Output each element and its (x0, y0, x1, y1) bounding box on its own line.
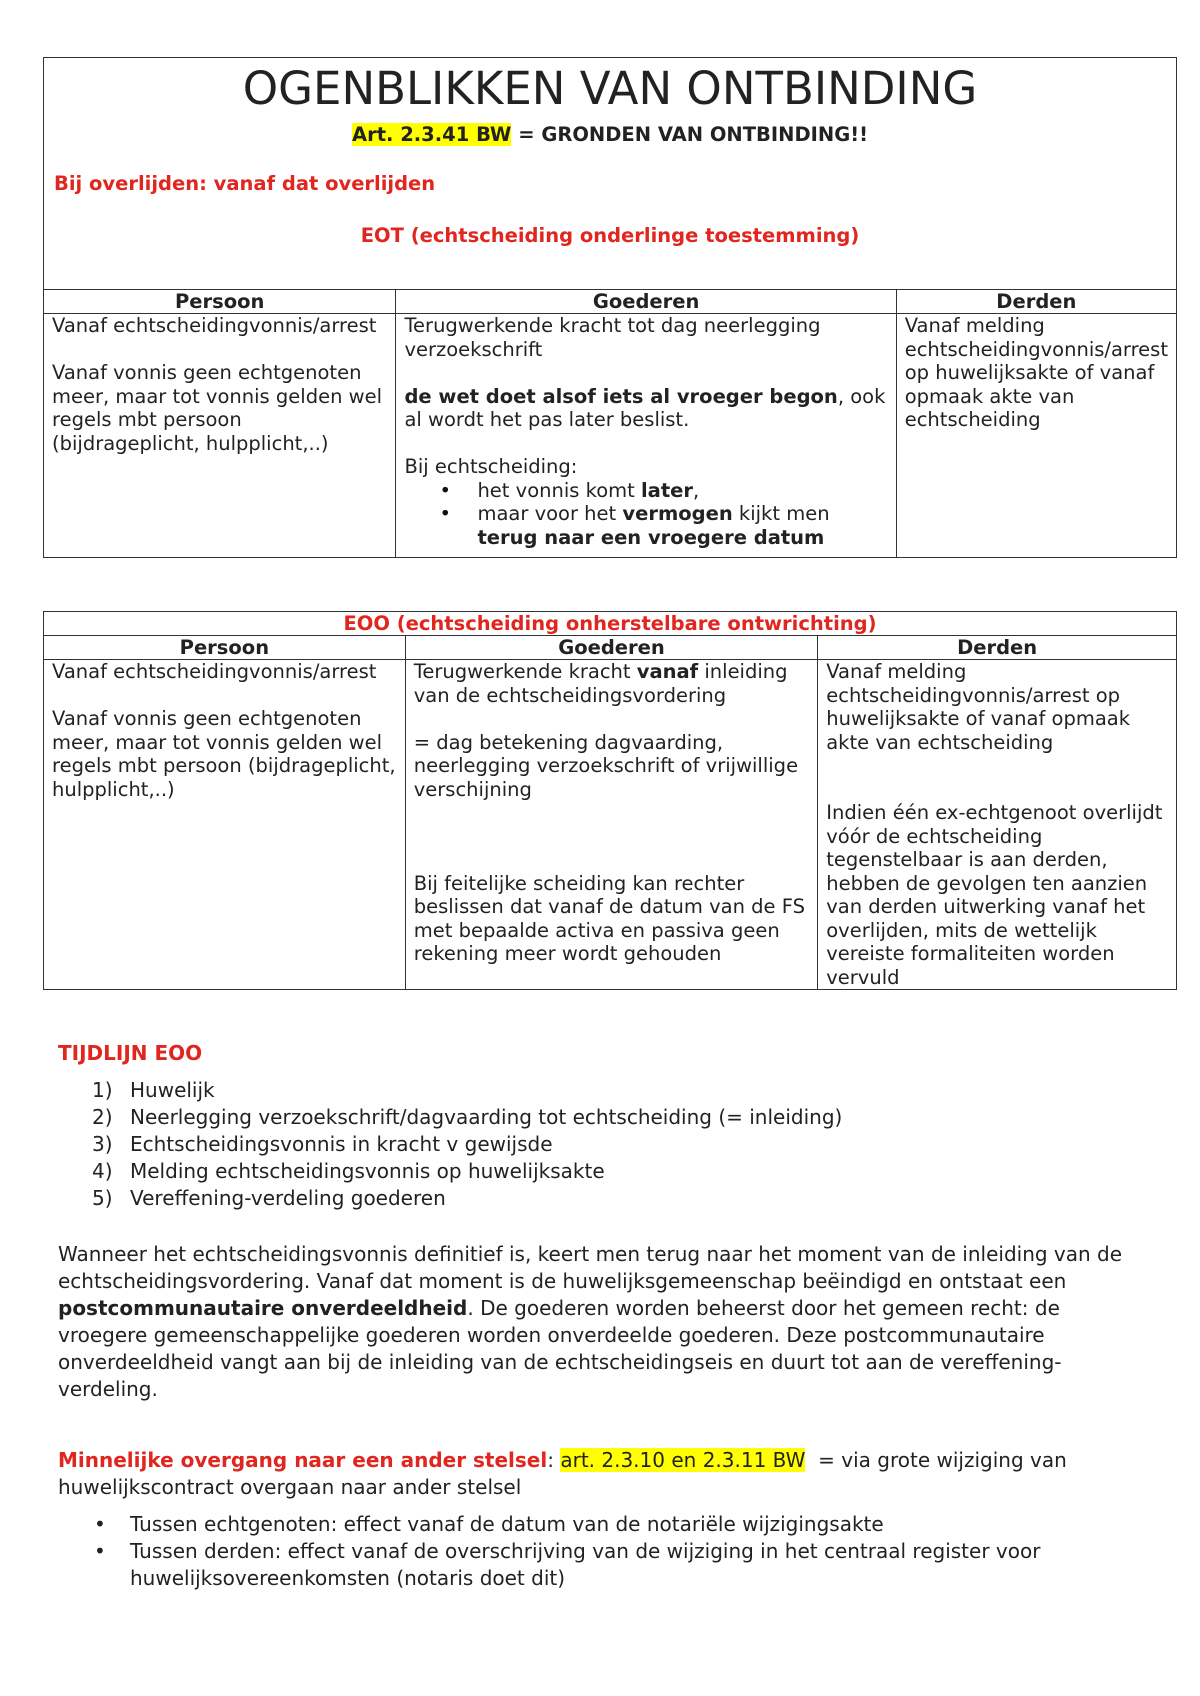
eot-table (43, 57, 1177, 558)
eoo-derden-p1: Vanaf melding echtscheidingvonnis/arrest op huwelijksakte of vanaf opmaak akte van echtscheiding (826, 660, 1131, 754)
eot-goederen-p1: Terugwerkende kracht tot dag neerlegging verzoekschrift (404, 314, 821, 361)
page-title: OGENBLIKKEN VAN ONTBINDING (242, 62, 978, 115)
col-header-goederen: Goederen (396, 290, 896, 314)
eoo-table (43, 611, 1177, 990)
list-item: • het vonnis komt later, (477, 479, 887, 503)
col-header-persoon: Persoon (44, 636, 406, 660)
eot-heading: EOT (echtscheiding onderlinge toestemming) (360, 224, 860, 247)
list-item: • Tussen derden: effect vanaf de overschrijving van de wijziging in het centraal register voor huwelijksovereenkomsten (notaris doet dit) (130, 1538, 1138, 1592)
article-desc: = GRONDEN VAN ONTBINDING!! (511, 123, 869, 146)
eoo-derden-cell (818, 660, 1177, 990)
eoo-persoon-p1: Vanaf echtscheidingvonnis/arrest (52, 660, 377, 683)
eot-derden-p1: Vanaf melding echtscheidingvonnis/arrest op huwelijksakte of vanaf opmaak akte van echtscheiding (904, 314, 1168, 431)
explanation-paragraph: Wanneer het echtscheidingsvonnis definitief is, keert men terug naar het moment van de inleiding van de echtscheidingsvordering. Vanaf dat moment is de huwelijksgemeenschap beëindigd en ontstaat een postcommunautaire onverdeeldheid. De goederen worden beheerst door het gemeen recht: de vroegere gemeenschappelijke goederen worden onverdeelde goederen. Deze postcommunautaire onverdeeldheid vangt aan bij de inleiding van de echtscheidingseis en duurt tot aan de vereffening-verdeling. (58, 1242, 1123, 1401)
article-line (54, 121, 1166, 148)
eoo-goederen-p2: = dag betekening dagvaarding, neerlegging verzoekschrift of vrijwillige verschijning (413, 730, 799, 801)
eoo-derden-p2: Indien één ex-echtgenoot overlijdt vóór de echtscheiding tegenstelbaar is aan derden, hebben de gevolgen ten aanzien van derden uitwerking vanaf het overlijden, mits de wettelijk vereiste formaliteiten worden vervuld (826, 801, 1163, 989)
minnelijk-bullets (58, 1511, 1138, 1592)
eoo-goederen-p1: Terugwerkende kracht vanaf inleiding van de echtscheidingsvordering (413, 660, 788, 707)
col-header-derden: Derden (818, 636, 1177, 660)
eot-persoon-p2: Vanaf vonnis geen echtgenoten meer, maar tot vonnis gelden wel regels mbt persoon (bijdrageplicht, hulpplicht,..) (52, 361, 382, 455)
title-cell (44, 58, 1177, 290)
eot-goederen-p2-bold: de wet doet alsof iets al vroeger begon (404, 384, 838, 408)
eot-goederen-p2 (404, 385, 887, 432)
eot-goederen-p3: Bij echtscheiding: (404, 455, 578, 478)
list-item: • maar voor het vermogen kijkt men terug naar een vroegere datum (477, 502, 887, 549)
list-item: • Tussen echtgenoten: effect vanaf de datum van de notariële wijzigingsakte (130, 1511, 1138, 1538)
eoo-goederen-cell (405, 660, 818, 990)
minnelijk-heading: Minnelijke overgang naar een ander stelsel (58, 1448, 548, 1472)
eoo-goederen-p3: Bij feitelijke scheiding kan rechter beslissen dat vanaf de datum van de FS met bepaalde activa en passiva geen rekening meer wordt gehouden (413, 871, 805, 965)
list-item: 5) Vereffening-verdeling goederen (92, 1186, 446, 1210)
list-item: 1) Huwelijk (92, 1078, 215, 1102)
article-ref: Art. 2.3.41 BW (351, 123, 512, 146)
eot-persoon-p1: Vanaf echtscheidingvonnis/arrest (52, 314, 377, 337)
eot-derden-cell (896, 314, 1176, 558)
body-text (58, 1040, 1138, 1592)
eot-goederen-p2-rest: , ook al wordt het pas later beslist. (404, 384, 886, 431)
col-header-derden: Derden (896, 290, 1176, 314)
col-header-goederen: Goederen (405, 636, 818, 660)
timeline-list (58, 1077, 1138, 1212)
list-item: 2) Neerlegging verzoekschrift/dagvaarding tot echtscheiding (= inleiding) (92, 1105, 843, 1129)
list-item: 4) Melding echtscheidingsvonnis op huwelijksakte (92, 1159, 605, 1183)
eot-goederen-bullets (404, 479, 887, 550)
eot-goederen-cell (396, 314, 896, 558)
minnelijk-article: art. 2.3.10 en 2.3.11 BW (560, 1448, 806, 1472)
timeline-heading: TIJDLIJN EOO (58, 1041, 203, 1065)
list-item: 3) Echtscheidingsvonnis in kracht v gewijsde (92, 1132, 553, 1156)
col-header-persoon: Persoon (44, 290, 396, 314)
eoo-persoon-cell (44, 660, 406, 990)
death-rule: Bij overlijden: vanaf dat overlijden (54, 172, 436, 195)
eot-persoon-cell (44, 314, 396, 558)
eoo-heading: EOO (echtscheiding onherstelbare ontwrichting) (44, 612, 1177, 636)
minnelijk-paragraph: Minnelijke overgang naar een ander stelsel: art. 2.3.10 en 2.3.11 BW = via grote wijziging van huwelijkscontract overgaan naar ander stelsel (58, 1448, 1074, 1499)
eoo-persoon-p2: Vanaf vonnis geen echtgenoten meer, maar tot vonnis gelden wel regels mbt persoon (bijdrageplicht, hulpplicht,..) (52, 707, 396, 801)
